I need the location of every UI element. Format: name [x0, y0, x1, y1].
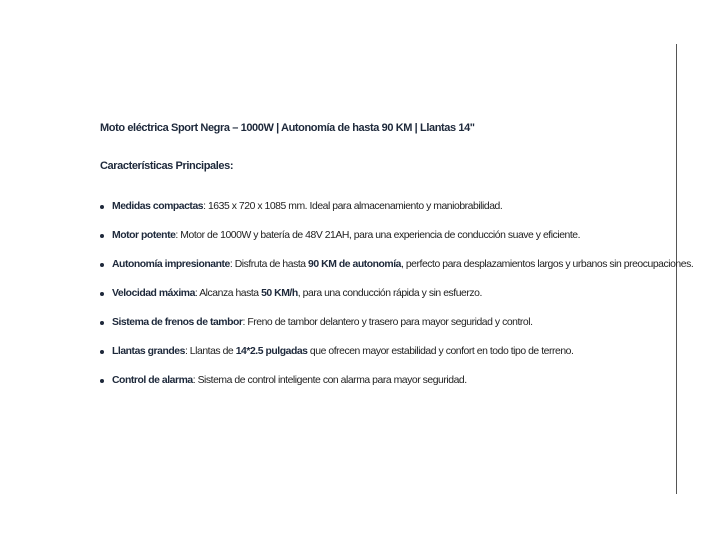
bullet-icon: [100, 321, 104, 325]
feature-tires: [100, 345, 670, 374]
feature-label: Motor potente: [112, 230, 176, 241]
feature-highlight: 50 KM/h: [261, 288, 298, 299]
feature-range: [100, 258, 694, 287]
feature-text-end: , perfecto para desplazamientos largos y urbanos sin preocupaciones.: [400, 259, 694, 270]
feature-label: Autonomía impresionante: [112, 259, 230, 270]
feature-text: : Sistema de control inteligente con alarma para mayor seguridad.: [192, 375, 467, 386]
feature-label: Llantas grandes: [112, 346, 185, 357]
feature-alarm: [100, 374, 670, 403]
feature-highlight: 14*2.5 pulgadas: [235, 346, 308, 357]
bullet-icon: [100, 205, 104, 209]
feature-compact-size: [100, 200, 670, 229]
feature-text: : Llantas de: [184, 346, 236, 357]
feature-label: Velocidad máxima: [112, 288, 195, 299]
bullet-icon: [100, 263, 104, 267]
feature-text: : Freno de tambor delantero y trasero para mayor seguridad y control.: [242, 317, 533, 328]
bullet-icon: [100, 234, 104, 238]
feature-label: Control de alarma: [112, 375, 193, 386]
bullet-icon: [100, 350, 104, 354]
product-title: Moto eléctrica Sport Negra – 1000W | Autonomía de hasta 90 KM | Llantas 14": [100, 122, 475, 134]
features-list: [100, 200, 694, 403]
feature-top-speed: [100, 287, 670, 316]
feature-text-end: , para una conducción rápida y sin esfuerzo.: [297, 288, 482, 299]
feature-text: : Disfruta de hasta: [229, 259, 309, 270]
feature-text: : 1635 x 720 x 1085 mm. Ideal para almacenamiento y maniobrabilidad.: [203, 201, 503, 212]
feature-brakes: [100, 316, 670, 345]
feature-text: : Motor de 1000W y batería de 48V 21AH, para una experiencia de conducción suave y eficiente.: [175, 230, 581, 241]
bullet-icon: [100, 292, 104, 296]
feature-text-end: que ofrecen mayor estabilidad y confort en todo tipo de terreno.: [307, 346, 574, 357]
feature-text: : Alcanza hasta: [194, 288, 262, 299]
feature-highlight: 90 KM de autonomía: [308, 259, 401, 270]
feature-label: Medidas compactas: [112, 201, 204, 212]
feature-label: Sistema de frenos de tambor: [112, 317, 243, 328]
features-heading: Características Principales:: [100, 160, 234, 172]
feature-motor: [100, 229, 670, 258]
bullet-icon: [100, 379, 104, 383]
product-description: [100, 122, 694, 403]
